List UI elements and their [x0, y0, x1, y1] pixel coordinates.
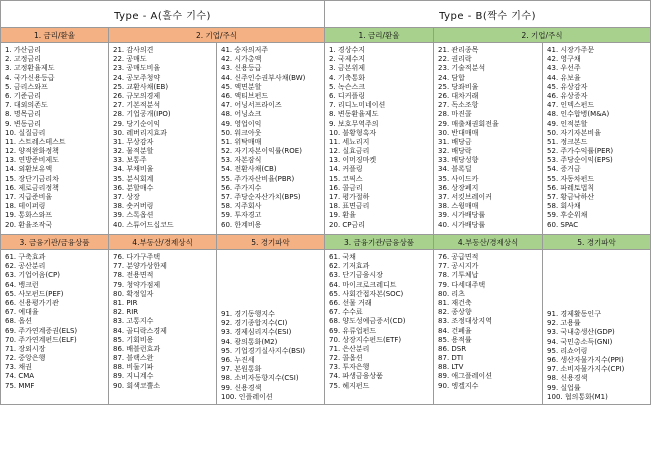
term-item: 51. 위탁매매	[221, 137, 262, 146]
a-header-rate: 1. 금리/환율	[1, 28, 109, 43]
term-item: 7. 리디노미네이션	[329, 101, 386, 110]
term-item: 97. 소비자물가지수(CPI)	[547, 365, 625, 374]
term-item: 86. 배블런효과	[113, 344, 161, 353]
term-item: 5. 녹슨스크	[329, 82, 365, 91]
type-b-title: Type - B(짝수 기수)	[325, 1, 651, 28]
term-item: 12. 실효금리	[329, 147, 370, 156]
b-bot-col2	[434, 250, 543, 405]
a-header-estate: 4.부동산/경제상식	[109, 235, 217, 250]
term-item: 83. 조정대상지역	[438, 317, 492, 326]
term-item: 58. 지주회사	[221, 202, 262, 211]
term-item: 26. 규모의경제	[113, 91, 161, 100]
term-item: 22. 공매도	[113, 55, 147, 64]
term-item: 72. 콜옵션	[329, 354, 363, 363]
b-bot-col1	[325, 250, 434, 405]
term-item: 45. 액면분할	[221, 82, 262, 91]
term-item: 82. 종상향	[438, 308, 472, 317]
term-item: 29. 당기순이익	[113, 119, 161, 128]
type-a-title: Type - A(홀수 기수)	[1, 1, 325, 28]
term-item: 41. 승자의저주	[221, 46, 269, 54]
term-item: 97. 본원통화	[221, 365, 262, 374]
term-item: 27. 기본적분석	[113, 101, 161, 110]
term-item: 6. 기준금리	[5, 91, 41, 100]
term-item: 30. 반대매매	[438, 128, 479, 137]
term-item: 39. 시가배당률	[438, 211, 486, 220]
term-item: 78. 기투체납	[438, 271, 479, 280]
term-item: 22. 권리락	[438, 55, 472, 64]
term-item: 8. 변동환율제도	[329, 110, 379, 119]
term-item: 47. 인덱스펀드	[547, 101, 595, 110]
term-item: 94. 광의통화(M2)	[221, 337, 278, 346]
term-item: 64. 마이크로크레디트	[329, 280, 397, 289]
term-item: 88. 비둘기파	[113, 363, 154, 372]
term-item: 36. 분할매수	[113, 183, 154, 192]
term-item: 80. 확정일자	[113, 289, 154, 298]
term-item: 28. 마진콜	[438, 110, 472, 119]
term-item: 42. 영구채	[547, 55, 581, 64]
term-item: 7. 대외의존도	[5, 101, 48, 110]
term-item: 47. 어닝서프라이즈	[221, 101, 282, 110]
b-bot-col3	[543, 250, 651, 405]
term-item: 93. 국내총생산(GDP)	[547, 328, 615, 337]
term-item: 91. 경기동행지수	[221, 310, 275, 318]
term-item: 39. 스톡옵션	[113, 211, 154, 220]
term-item: 24. 담합	[438, 73, 465, 82]
term-item: 94. 국민총소득(GNI)	[547, 337, 613, 346]
term-item: 43. 우선주	[547, 64, 581, 73]
term-item: 21. 감사의견	[113, 46, 154, 54]
a-header-corp: 2. 기업/주식	[109, 28, 325, 43]
a-header-fin: 3. 금융기관/금융상품	[1, 235, 109, 250]
term-item: 66. 신용평가기관	[5, 298, 59, 307]
term-item: 79. 다세대주택	[438, 280, 486, 289]
term-item: 98. 신용경색	[547, 374, 588, 383]
term-item: 38. 스윙매매	[438, 202, 479, 211]
term-item: 86. DSR	[438, 344, 467, 353]
term-item: 53. 주당순이익(EPS)	[547, 156, 613, 165]
term-item: 96. 생산자물가지수(PPI)	[547, 355, 624, 364]
term-item: 49. 영업이익	[221, 119, 262, 128]
b-header-corp: 2. 기업/주식	[434, 28, 651, 43]
term-item: 82. RIR	[113, 308, 139, 317]
term-item: 87. 블랙스완	[113, 354, 154, 363]
term-item: 33. 보통주	[113, 156, 147, 165]
term-item: 89. 지니계수	[113, 372, 154, 381]
term-item: 62. 기저효과	[329, 262, 370, 271]
term-item: 31. 배당금	[438, 137, 472, 146]
a-top-col2	[109, 43, 217, 235]
term-item: 17. 지급준비율	[5, 193, 53, 201]
b-header-cycle: 5. 경기파악	[543, 235, 651, 250]
term-item: 89. 애그플레이션	[438, 372, 492, 381]
term-item: 14. 커플링	[329, 165, 363, 174]
term-item: 68. 옵션	[5, 317, 32, 326]
term-item: 36. 상장폐지	[438, 183, 479, 192]
term-item: 10. 실질금리	[5, 128, 46, 137]
term-item: 9. 보호무역주의	[329, 119, 379, 128]
term-item: 2. 고정금리	[5, 55, 41, 64]
term-item: 32. 배당락	[438, 147, 472, 156]
term-item: 13. 이머징마켓	[329, 156, 377, 165]
term-item: 69. 유류업펀드	[329, 326, 377, 335]
term-item: 40. 시가배당률	[438, 220, 486, 229]
term-item: 92. 경기종합지수(CI)	[221, 319, 288, 328]
a-bot-col2	[109, 250, 217, 405]
term-item: 11. 세뇨리지	[329, 137, 370, 146]
term-item: 83. 고통지수	[113, 317, 154, 326]
term-item: 52. 자기자본이익률(ROE)	[221, 147, 302, 156]
term-item: 63. 기업어음(CP)	[5, 271, 60, 280]
term-item: 77. 공시지가	[438, 262, 479, 271]
term-item: 53. 자본잠식	[221, 156, 262, 165]
term-item: 21. 관리종목	[438, 46, 479, 54]
b-header-fin: 3. 금융기관/금융상품	[325, 235, 434, 250]
term-item: 66. 선물 거래	[329, 298, 372, 307]
term-item: 48. 인수합병(M&A)	[547, 110, 610, 119]
term-item: 33. 배당성향	[438, 156, 479, 165]
a-bot-col3	[217, 250, 325, 405]
term-item: 4. 국가신용등급	[5, 73, 55, 82]
term-item: 71. 은산분리	[329, 344, 370, 353]
term-item: 34. 부채비율	[113, 165, 154, 174]
term-item: 98. 소비자동향지수(CSI)	[221, 374, 299, 383]
term-item: 16. 제로금리정책	[5, 183, 59, 192]
term-item: 70. 주가연계펀드(ELF)	[5, 335, 77, 344]
term-item: 70. 상장지수펀드(ETF)	[329, 335, 402, 344]
a-top-col3	[217, 43, 325, 235]
term-item: 73. 투자은행	[329, 363, 370, 372]
term-item: 45. 유상감자	[547, 82, 588, 91]
term-item: 60. 한계비용	[221, 220, 262, 229]
term-item: 19. 통화스와프	[5, 211, 53, 220]
term-item: 76. 다가구주택	[113, 253, 161, 261]
term-item: 74. 파생금융상품	[329, 372, 383, 381]
term-item: 24. 공모주청약	[113, 73, 161, 82]
term-item: 34. 블록딜	[438, 165, 472, 174]
a-header-cycle: 5. 경기파악	[217, 235, 325, 250]
term-item: 55. 주가자산비율(PBR)	[221, 174, 295, 183]
term-item: 35. 분식회계	[113, 174, 154, 183]
b-header-estate: 4.부동산/경제상식	[434, 235, 543, 250]
term-item: 59. 투자경고	[221, 211, 262, 220]
term-item: 44. 신주인수권부사채(BW)	[221, 73, 306, 82]
term-item: 3. 고정환율제도	[5, 64, 55, 73]
term-item: 60. SPAC	[547, 220, 579, 229]
term-item: 69. 주가연계증권(ELS)	[5, 326, 78, 335]
b-top-col1	[325, 43, 434, 235]
term-item: 15. 장단기금리차	[5, 174, 59, 183]
term-item: 10. 불황형흑자	[329, 128, 377, 137]
term-item: 13. 연방준비제도	[5, 156, 59, 165]
term-item: 30. 레버리지효과	[113, 128, 167, 137]
term-item: 63. 단기금융시장	[329, 271, 383, 280]
term-item: 74. CMA	[5, 372, 35, 381]
term-item: 41. 시장가주문	[547, 46, 595, 54]
term-item: 49. 인적분할	[547, 119, 588, 128]
term-item: 99. 실업률	[547, 383, 581, 392]
term-item: 90. 회색코뿔소	[113, 381, 161, 390]
term-item: 46. 액티브펀드	[221, 91, 269, 100]
term-item: 91. 경제활동인구	[547, 310, 601, 318]
term-item: 23. 공매도비율	[113, 64, 161, 73]
term-item: 68. 양도성예금증서(CD)	[329, 317, 406, 326]
term-item: 95. 기업경기실사지수(BSI)	[221, 346, 306, 355]
term-item: 18. 테이퍼링	[5, 202, 46, 211]
term-item: 85. 용적률	[438, 335, 472, 344]
term-item: 27. 독소조항	[438, 101, 479, 110]
term-item: 85. 기회비용	[113, 335, 154, 344]
term-item: 11. 스트레스테스트	[5, 137, 66, 146]
term-item: 43. 신용등급	[221, 64, 262, 73]
term-item: 73. 채권	[5, 363, 32, 372]
term-item: 48. 어닝쇼크	[221, 110, 262, 119]
term-item: 99. 신용경색	[221, 383, 262, 392]
term-item: 65. 사모펀드(PEF)	[5, 289, 64, 298]
term-item: 61. 국채	[329, 253, 356, 261]
term-item: 100. 협의통화(M1)	[547, 392, 608, 401]
term-item: 52. 주가수익률(PER)	[547, 147, 614, 156]
term-item: 32. 물적분할	[113, 147, 154, 156]
term-item: 75. 헤지펀드	[329, 381, 370, 390]
term-item: 25. 당좌비율	[438, 82, 479, 91]
term-item: 87. DTI	[438, 354, 464, 363]
term-item: 35. 사이드카	[438, 174, 479, 183]
term-item: 51. 정크본드	[547, 137, 588, 146]
term-item: 67. 예대율	[5, 308, 39, 317]
a-bot-col1	[1, 250, 109, 405]
a-top-col1	[1, 43, 109, 235]
term-item: 79. 청약가점제	[113, 280, 161, 289]
term-item: 37. 상장	[113, 193, 140, 201]
term-item: 81. PIR	[113, 298, 138, 307]
term-item: 72. 중앙은행	[5, 354, 46, 363]
term-item: 1. 가산금리	[5, 46, 41, 54]
term-item: 19. 환율	[329, 211, 356, 220]
term-item: 93. 경제심리지수(ESI)	[221, 328, 292, 337]
term-item: 3. 금본위제	[329, 64, 365, 73]
term-item: 26. 대차거래	[438, 91, 479, 100]
term-item: 4. 기축통화	[329, 73, 365, 82]
term-item: 55. 자동차펀드	[547, 174, 595, 183]
term-item: 80. 리츠	[438, 289, 465, 298]
term-item: 62. 공산분리	[5, 262, 46, 271]
term-item: 40. 스튜어드십코드	[113, 220, 174, 229]
term-item: 58. 회사채	[547, 202, 581, 211]
term-item: 20. 환율조작국	[5, 220, 53, 229]
term-item: 37. 서킷브레이커	[438, 193, 492, 201]
term-item: 75. MMF	[5, 381, 35, 390]
term-item: 9. 변동금리	[5, 119, 41, 128]
term-item: 12. 양적완화정책	[5, 147, 59, 156]
term-item: 44. 유보율	[547, 73, 581, 82]
term-item: 96. 누진세	[221, 355, 255, 364]
term-item: 18. 표면금리	[329, 202, 370, 211]
term-item: 78. 전용면적	[113, 271, 154, 280]
term-item: 95. 리쇼어링	[547, 346, 588, 355]
term-item: 77. 분양가상한제	[113, 262, 167, 271]
term-item: 64. 뱅크런	[5, 280, 39, 289]
term-item: 1. 경상수지	[329, 46, 365, 54]
term-item: 71. 장외시장	[5, 344, 46, 353]
b-header-rate: 1. 금리/환율	[325, 28, 434, 43]
term-item: 25. 교환사채(EB)	[113, 82, 169, 91]
term-item: 16. 콜금리	[329, 183, 363, 192]
term-item: 15. 코픽스	[329, 174, 363, 183]
term-item: 84. 건폐율	[438, 326, 472, 335]
term-item: 57. 주당순자산가치(BPS)	[221, 193, 301, 201]
term-item: 54. 증거금	[547, 165, 581, 174]
term-item: 50. 자기자본비율	[547, 128, 601, 137]
term-item: 2. 국제수지	[329, 55, 365, 64]
term-item: 46. 유상증자	[547, 91, 588, 100]
term-item: 84. 골디락스경제	[113, 326, 167, 335]
term-item: 50. 워크아웃	[221, 128, 262, 137]
term-item: 59. 후순위채	[547, 211, 588, 220]
term-item: 76. 공급면적	[438, 253, 479, 261]
b-top-col2	[434, 43, 543, 235]
term-item: 100. 인플레이션	[221, 392, 273, 401]
term-item: 90. 엥겔지수	[438, 381, 479, 390]
term-item: 56. 주가지수	[221, 183, 262, 192]
term-item: 31. 무상감자	[113, 137, 154, 146]
term-item: 57. 황금낙하산	[547, 193, 595, 201]
term-item: 6. 디커플링	[329, 91, 365, 100]
term-item: 65. 사회간접자본(SOC)	[329, 289, 404, 298]
term-item: 81. 재건축	[438, 298, 472, 307]
term-item: 38. 숏커버링	[113, 202, 154, 211]
term-item: 8. 명목금리	[5, 110, 41, 119]
term-item: 28. 기업공개(IPO)	[113, 110, 171, 119]
term-item: 17. 평가절하	[329, 193, 370, 201]
term-item: 5. 금리스와프	[5, 82, 48, 91]
term-item: 54. 전환사채(CB)	[221, 165, 277, 174]
term-item: 67. 수수료	[329, 308, 363, 317]
term-item: 29. 매출채권회전율	[438, 119, 499, 128]
term-item: 42. 시가총액	[221, 55, 262, 64]
term-item: 20. CP금리	[329, 220, 366, 229]
term-item: 56. 파레토법칙	[547, 183, 595, 192]
term-item: 92. 고용률	[547, 319, 581, 328]
term-item: 88. LTV	[438, 363, 464, 372]
b-top-col3	[543, 43, 651, 235]
term-item: 23. 기술적분석	[438, 64, 486, 73]
term-item: 61. 구축효과	[5, 253, 46, 261]
term-item: 14. 외환보유액	[5, 165, 53, 174]
